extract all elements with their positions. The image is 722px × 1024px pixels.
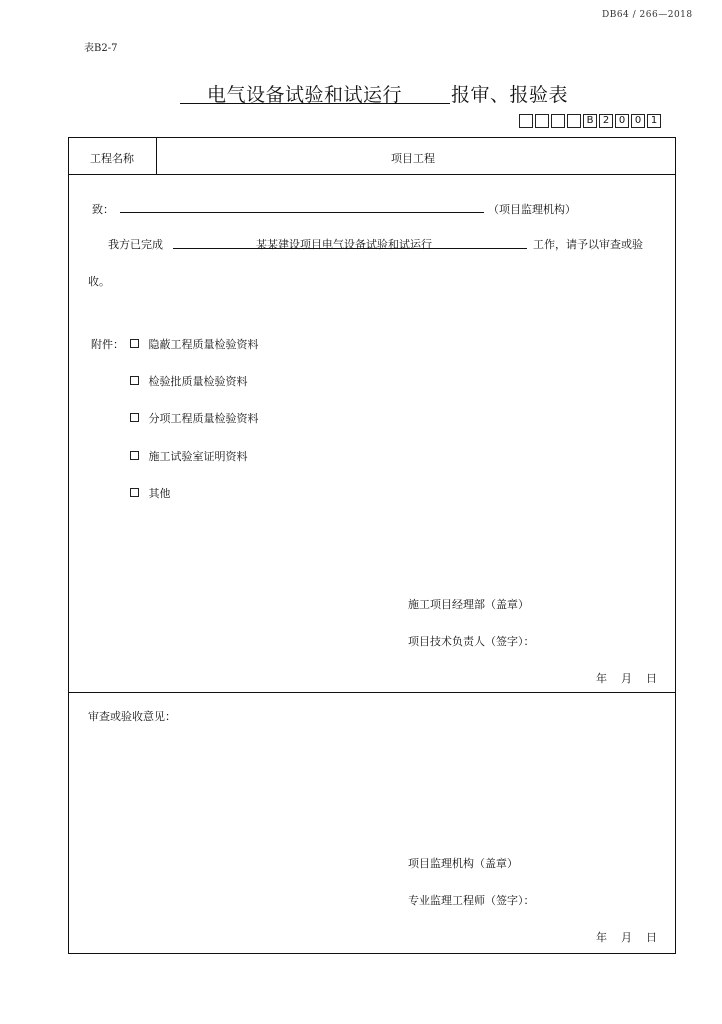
project-name-value[interactable]: 项目工程 bbox=[391, 152, 435, 165]
form-title: 电气设备试验和试运行 bbox=[207, 84, 403, 106]
row-divider bbox=[69, 174, 675, 175]
checkbox[interactable] bbox=[130, 413, 139, 422]
recipient-suffix: （项目监理机构） bbox=[488, 203, 576, 216]
tech-lead-signature-label[interactable]: 项目技术负责人（签字）： bbox=[408, 635, 535, 648]
attachment-text: 施工试验室证明资料 bbox=[148, 450, 248, 463]
code-box bbox=[567, 114, 581, 128]
code-box bbox=[519, 114, 533, 128]
attachment-label: 附件： bbox=[91, 338, 124, 351]
attachment-text: 其他 bbox=[148, 487, 171, 500]
completed-work-value[interactable]: 某某建设项目电气设备试验和试运行 bbox=[256, 238, 432, 251]
checkbox[interactable] bbox=[130, 488, 139, 497]
attachment-item[interactable] bbox=[130, 485, 171, 501]
code-box bbox=[551, 114, 565, 128]
completed-suffix: 工作，请予以审查或验 bbox=[533, 238, 643, 251]
form-title-suffix: 报审、报验表 bbox=[451, 84, 569, 106]
form-code-boxes bbox=[519, 114, 661, 128]
checkbox[interactable] bbox=[130, 451, 139, 460]
attachment-item[interactable] bbox=[130, 410, 259, 426]
recipient-field[interactable] bbox=[120, 212, 484, 213]
date-field[interactable]: 年 月 日 bbox=[596, 672, 657, 685]
table-number: 表B2-7 bbox=[84, 43, 118, 54]
date-field[interactable]: 年 月 日 bbox=[596, 931, 657, 944]
code-box: 1 bbox=[647, 114, 661, 128]
completed-prefix: 我方已完成 bbox=[108, 238, 163, 251]
attachment-text: 分项工程质量检验资料 bbox=[148, 412, 259, 425]
attachment-item[interactable] bbox=[130, 373, 248, 389]
code-box: 0 bbox=[631, 114, 645, 128]
contractor-seal-label: 施工项目经理部（盖章） bbox=[408, 598, 529, 611]
form-table bbox=[68, 137, 676, 954]
completed-continuation: 收。 bbox=[88, 275, 110, 288]
attachment-item[interactable] bbox=[130, 336, 259, 352]
attachment-item[interactable] bbox=[130, 448, 248, 464]
checkbox[interactable] bbox=[130, 376, 139, 385]
project-name-label: 工程名称 bbox=[90, 152, 134, 165]
section-divider bbox=[69, 692, 675, 693]
checkbox[interactable] bbox=[130, 339, 139, 348]
standard-code: DB64 / 266—2018 bbox=[602, 10, 693, 20]
review-opinion-label: 审查或验收意见： bbox=[88, 710, 176, 723]
to-label: 致： bbox=[92, 203, 114, 216]
attachment-text: 检验批质量检验资料 bbox=[148, 375, 248, 388]
code-box: B bbox=[583, 114, 597, 128]
code-box: 0 bbox=[615, 114, 629, 128]
code-box: 2 bbox=[599, 114, 613, 128]
attachment-text: 隐蔽工程质量检验资料 bbox=[148, 338, 259, 351]
engineer-signature-label[interactable]: 专业监理工程师（签字）： bbox=[408, 894, 535, 907]
column-divider bbox=[156, 138, 157, 175]
supervisor-seal-label: 项目监理机构（盖章） bbox=[408, 857, 518, 870]
code-box bbox=[535, 114, 549, 128]
